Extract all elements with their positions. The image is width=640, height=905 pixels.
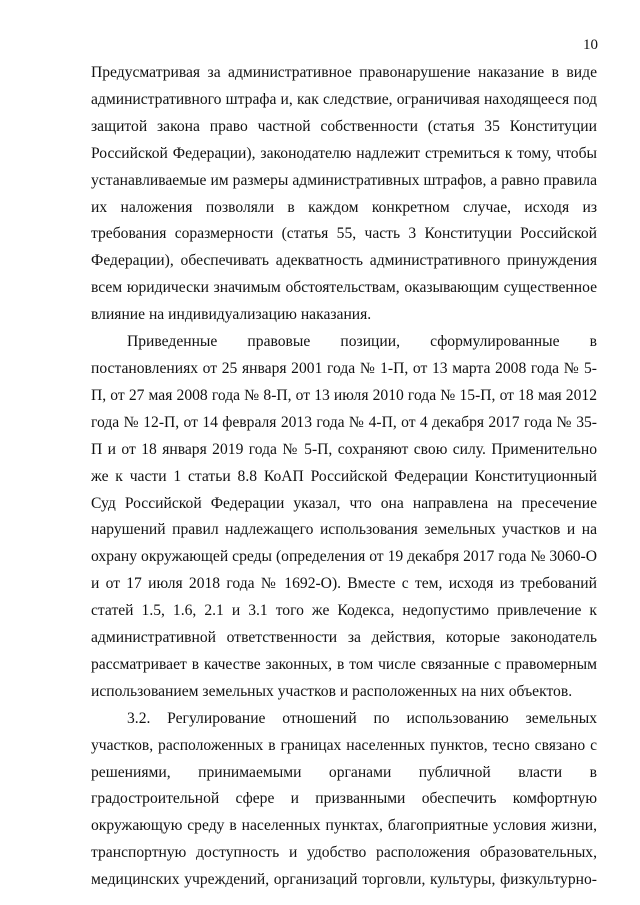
paragraph-section-3-2: 3.2. Регулирование отношений по использованию земельных участков, расположенных в границах населенных пунктов, тесно связано с решениями, принимаемыми органами публичной власти в градостроительной сфере и призванными обеспечить комфортную окружающую среду в населенных пунктах, благоприятные условия жизни, транспортную доступность и удобство расположения образовательных, медицинских учреждений, организаций торговли, культуры, физкультурно-	[91, 709, 597, 889]
page-number: 10	[583, 37, 598, 53]
paragraph-fines-proportionality: Предусматривая за административное правонарушение наказание в виде административного штрафа и, как следствие, ограничивая находящееся под защитой закона право частной собственности (статья 35 Конституции Российской Федерации), законодателю надлежит стремиться к тому, чтобы устанавливаемые им размеры административных штрафов, а равно правила их наложения позволяли в каждом конкретном случае, исходя из требования соразмерности (статья 55, часть 3 Конституции Российской Федерации), обеспечивать адекватность административного принуждения всем юридически значимым обстоятельствам, оказывающим существенное влияние на индивидуализацию наказания.	[91, 64, 597, 324]
paragraph-legal-positions: Приведенные правовые позиции, сформулированные в постановлениях от 25 января 2001 года № 1-П, от 13 марта 2008 года № 5-П, от 27 мая 2008 года № 8-П, от 13 июля 2010 года № 15-П, от 18 мая 2012 года № 12-П, от 14 февраля 2013 года № 4-П, от 4 декабря 2017 года № 35-П и от 18 января 2019 года № 5-П, сохраняют свою силу. Применительно же к части 1 статьи 8.8 КоАП Российской Федерации Конституционный Суд Российской Федерации указал, что она направлена на пресечение нарушений правил надлежащего использования земельных участков и на охрану окружающей среды (определения от 19 декабря 2017 года № 3060-О и от 17 июля 2018 года № 1692-О). Вместе с тем, исходя из требований статей 1.5, 1.6, 2.1 и 3.1 того же Кодекса, недопустимо привлечение к административной ответственности за действия, которые законодатель рассматривает в качестве законных, в том числе связанные с правомерным использованием земельных участков и расположенных на них объектов.	[91, 333, 597, 700]
document-body	[91, 60, 597, 894]
